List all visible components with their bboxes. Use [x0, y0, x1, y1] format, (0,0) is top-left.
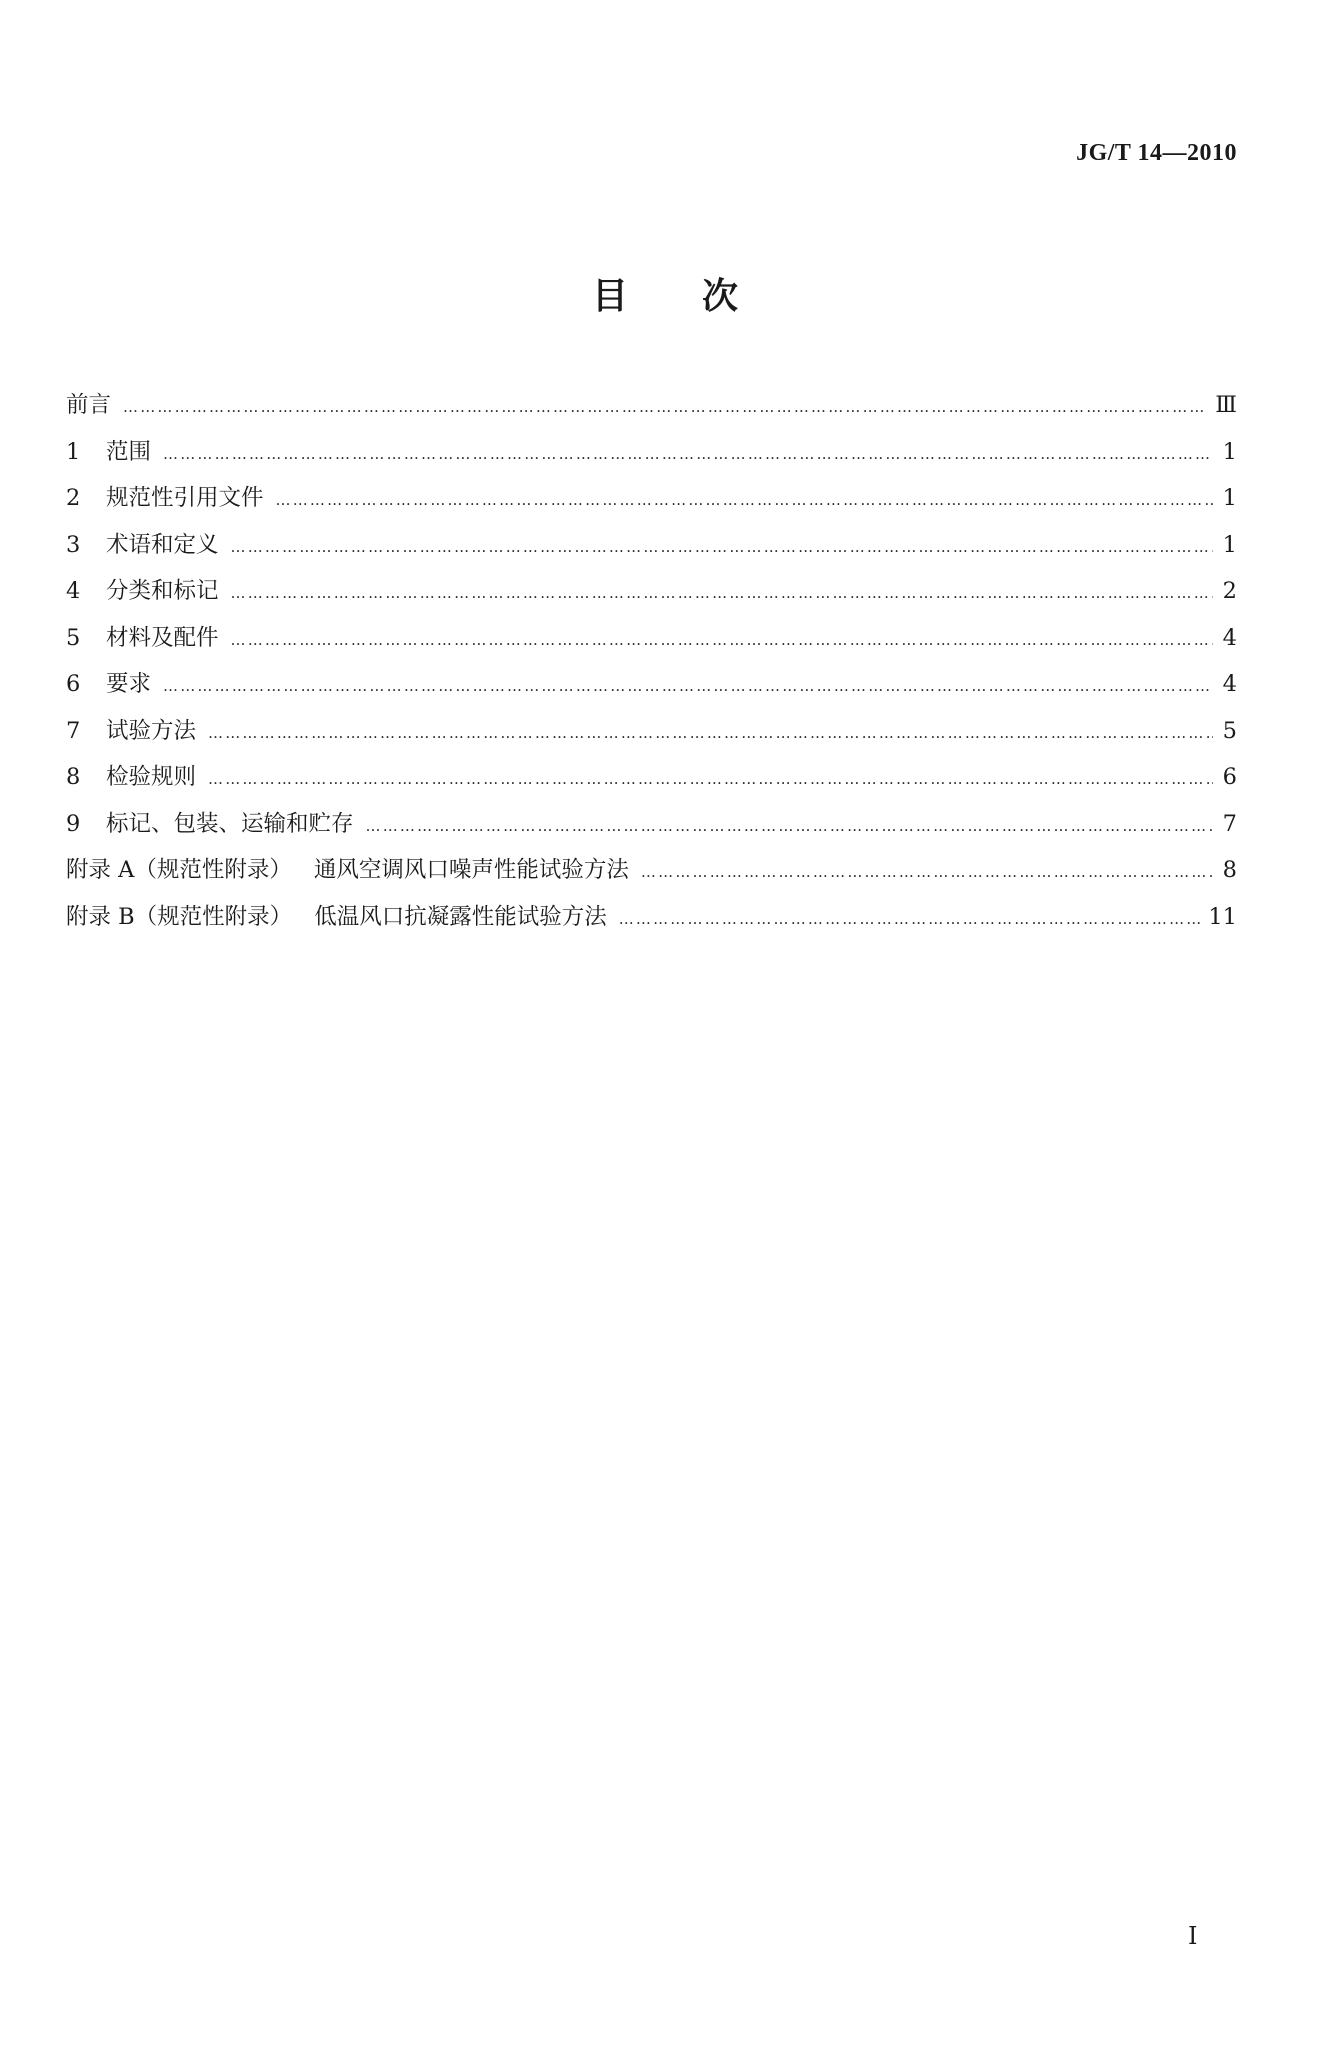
toc-dot-leader [123, 398, 1207, 416]
toc-dot-leader [231, 584, 1213, 602]
toc-entry-page: Ⅲ [1215, 392, 1237, 418]
toc-dot-leader [208, 770, 1213, 788]
toc-dot-leader [231, 538, 1213, 556]
toc-entry-7[interactable] [66, 713, 1237, 760]
toc-entry-label: 附录 B（规范性附录） [66, 903, 293, 930]
toc-entry-4[interactable] [66, 573, 1237, 620]
toc-entry-label: 要求 [106, 671, 152, 697]
toc-entry-number: 5 [66, 624, 81, 651]
toc-entry-subtitle: 低温风口抗凝露性能试验方法 [314, 903, 607, 930]
page-number: I [1188, 1922, 1198, 1950]
toc-entry-label: 标记、包装、运输和贮存 [106, 810, 354, 837]
toc-entry-1[interactable] [66, 434, 1237, 481]
toc-entry-label: 材料及配件 [106, 624, 219, 651]
toc-dot-leader [619, 910, 1201, 928]
toc-dot-leader [641, 863, 1213, 881]
toc-entry-number: 7 [66, 717, 81, 744]
toc-entry-label: 术语和定义 [106, 531, 219, 558]
toc-entry-appendix-b[interactable] [66, 899, 1237, 946]
toc-entry-foreword[interactable] [66, 387, 1237, 434]
toc-dot-leader [231, 631, 1213, 649]
toc-entry-label: 试验方法 [106, 717, 197, 744]
toc-entry-page: 2 [1222, 578, 1237, 604]
toc-entry-label: 附录 A（规范性附录） [66, 857, 292, 883]
table-of-contents [66, 387, 1237, 945]
toc-entry-page: 1 [1222, 485, 1237, 511]
toc-entry-number: 4 [66, 578, 81, 604]
toc-entry-number: 1 [66, 438, 81, 465]
toc-entry-6[interactable] [66, 666, 1237, 713]
toc-entry-label: 范围 [106, 438, 152, 465]
toc-entry-2[interactable] [66, 480, 1237, 527]
toc-entry-label: 前言 [66, 392, 112, 418]
toc-entry-page: 4 [1222, 671, 1237, 697]
toc-entry-page: 8 [1222, 857, 1237, 883]
toc-entry-page: 1 [1222, 438, 1237, 465]
toc-entry-number: 3 [66, 531, 81, 558]
toc-entry-subtitle: 通风空调风口噪声性能试验方法 [313, 857, 629, 883]
toc-entry-page: 4 [1222, 624, 1237, 651]
toc-entry-label: 分类和标记 [106, 578, 219, 604]
toc-dot-leader [163, 677, 1213, 695]
toc-entry-number: 6 [66, 671, 81, 697]
toc-entry-number: 8 [66, 764, 81, 790]
toc-entry-number: 2 [66, 485, 81, 511]
toc-entry-page: 11 [1208, 903, 1237, 930]
toc-dot-leader [208, 724, 1213, 742]
toc-entry-page: 1 [1222, 531, 1237, 558]
toc-entry-8[interactable] [66, 759, 1237, 806]
toc-title: 目次 [591, 276, 812, 317]
toc-entry-label: 检验规则 [106, 764, 197, 790]
toc-entry-page: 7 [1222, 810, 1237, 837]
toc-entry-page: 6 [1222, 764, 1237, 790]
toc-dot-leader [163, 445, 1213, 463]
toc-entry-page: 5 [1222, 717, 1237, 744]
toc-entry-number: 9 [66, 810, 81, 837]
toc-entry-label: 规范性引用文件 [106, 485, 264, 511]
standard-code: JG/T 14—2010 [1076, 140, 1237, 166]
toc-entry-9[interactable] [66, 806, 1237, 853]
toc-entry-appendix-a[interactable] [66, 852, 1237, 899]
toc-entry-3[interactable] [66, 527, 1237, 574]
toc-entry-5[interactable] [66, 620, 1237, 667]
toc-dot-leader [366, 817, 1213, 835]
toc-dot-leader [276, 491, 1213, 509]
